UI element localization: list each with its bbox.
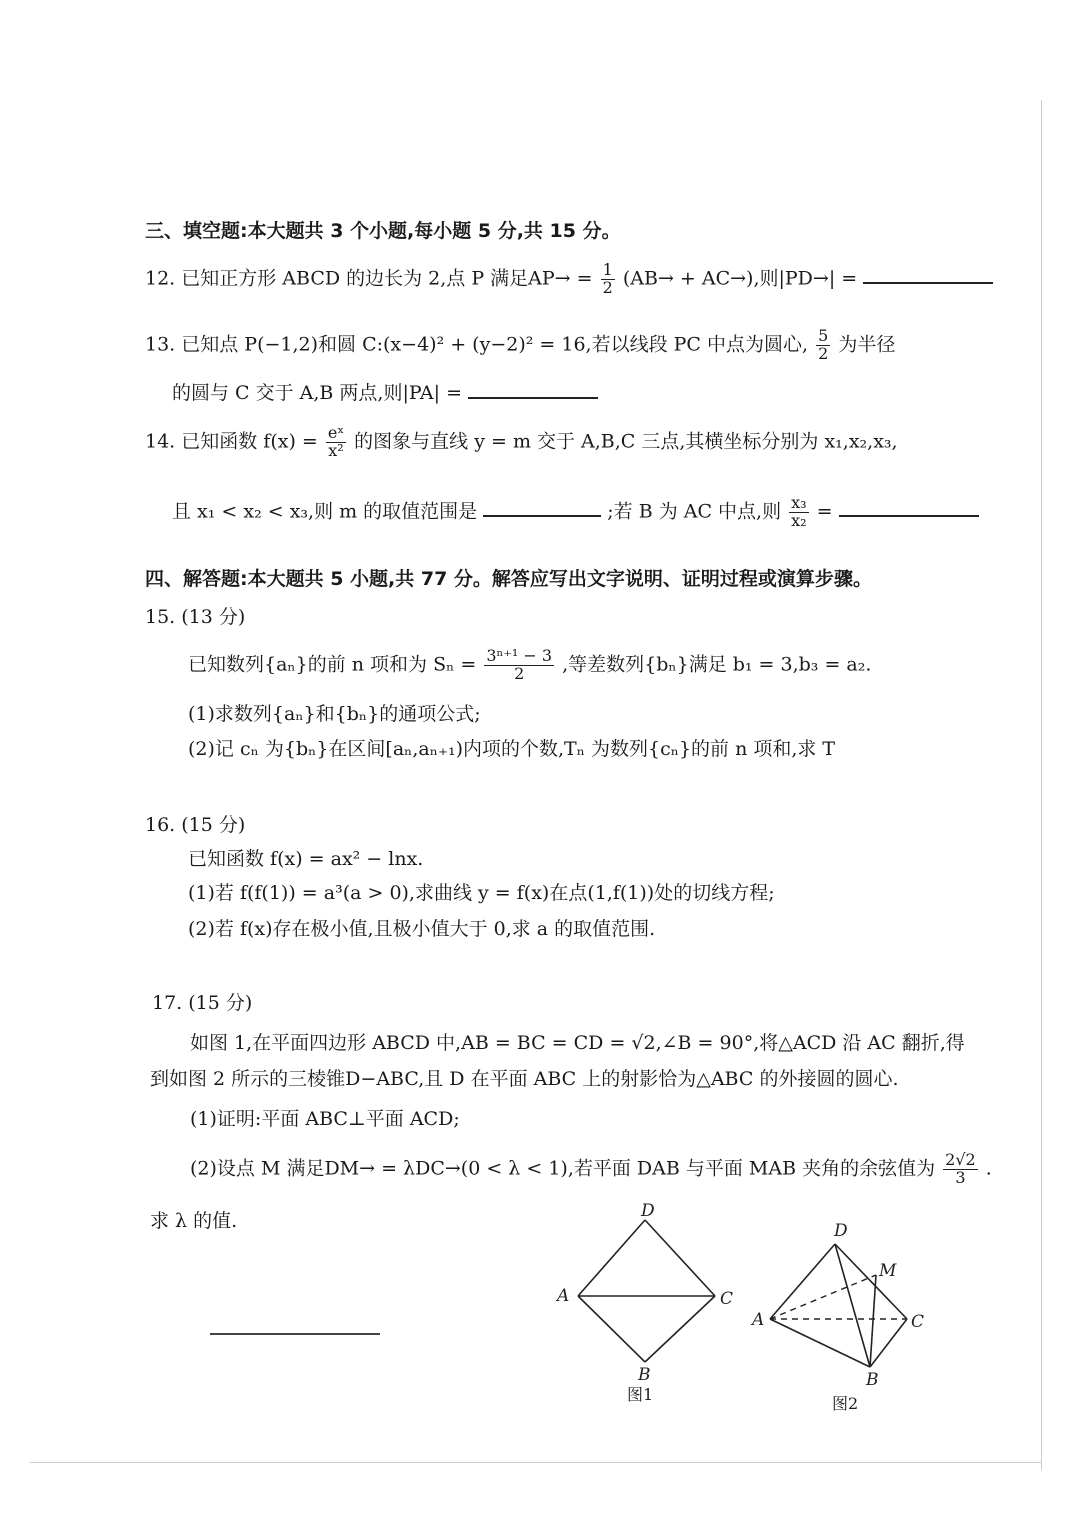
q17-title bbox=[152, 994, 252, 1013]
q15-part1 bbox=[188, 705, 481, 724]
section4-heading-text: 四、解答题:本大题共 5 小题,共 77 分。解答应写出文字说明、证明过程或演算步骤。 bbox=[145, 568, 872, 590]
q16-part1-text: (1)若 f(f(1)) = a³(a > 0),求曲线 y = f(x)在点(1,f(1))处的切线方程; bbox=[188, 882, 775, 904]
figure1-caption bbox=[627, 1387, 653, 1403]
q17-line1-text: 如图 1,在平面四边形 ABCD 中,AB = BC = CD = √2,∠B = 90°,将△ACD 沿 AC 翻折,得 bbox=[190, 1032, 965, 1054]
edge-DA bbox=[770, 1244, 835, 1319]
q14-frac-den: x² bbox=[328, 440, 344, 460]
fig2-label-M: M bbox=[879, 1261, 897, 1281]
q12-frac-num: 1 bbox=[602, 260, 613, 279]
q15-frac-num: 3ⁿ⁺¹ − 3 bbox=[486, 646, 553, 665]
section3-heading-text: 三、填空题:本大题共 3 个小题,每小题 5 分,共 15 分。 bbox=[145, 220, 621, 242]
edge-BC bbox=[870, 1319, 907, 1367]
q16-part1 bbox=[188, 884, 775, 903]
fig2-label-A: A bbox=[752, 1310, 765, 1330]
q17-last bbox=[150, 1212, 237, 1231]
q15-part1-text: (1)求数列{aₙ}和{bₙ}的通项公式; bbox=[188, 703, 481, 725]
q14-answer-blank-2 bbox=[839, 515, 979, 517]
q13-line2: 的圆与 C 交于 A,B 两点,则|PA| = bbox=[172, 382, 462, 404]
q17-line2-text: 到如图 2 所示的三棱锥D−ABC,且 D 在平面 ABC 上的射影恰为△ABC 的外接圆的圆心. bbox=[150, 1068, 899, 1090]
fig1-label-D: D bbox=[641, 1201, 655, 1221]
fig2-label-C: C bbox=[911, 1312, 925, 1332]
q15-title bbox=[145, 608, 245, 627]
q17-line1 bbox=[190, 1034, 965, 1053]
question-14-line2 bbox=[172, 495, 979, 530]
q15-line1-before: 已知数列{aₙ}的前 n 项和为 Sₙ = bbox=[188, 653, 477, 676]
question-12 bbox=[145, 262, 993, 297]
q17-title-text: 17. (15 分) bbox=[152, 992, 253, 1014]
q13-fraction bbox=[816, 328, 830, 363]
q15-part2-text: (2)记 cₙ 为{bₙ}在区间[aₙ,aₙ₊₁)内项的个数,Tₙ 为数列{cₙ}的前 n 项和,求 T bbox=[188, 738, 836, 760]
figure2-caption-text: 图2 bbox=[832, 1394, 859, 1413]
q14-answer-blank-1 bbox=[483, 515, 601, 517]
q12-frac-den: 2 bbox=[602, 277, 613, 297]
q14-fraction-2 bbox=[789, 495, 808, 530]
question-14-line1 bbox=[145, 425, 898, 460]
q13-frac-den: 2 bbox=[818, 343, 829, 363]
q15-line1 bbox=[188, 648, 871, 683]
section3-heading bbox=[145, 222, 621, 241]
q13-frac-num: 5 bbox=[818, 326, 829, 345]
fig1-label-A: A bbox=[557, 1286, 570, 1306]
q16-line1-text: 已知函数 f(x) = ax² − lnx. bbox=[188, 848, 424, 870]
q14-line2-before: 且 x₁ < x₂ < x₃,则 m 的取值范围是 bbox=[172, 500, 478, 523]
fig1-label-B: B bbox=[638, 1365, 651, 1385]
fig2-label-B: B bbox=[866, 1370, 879, 1390]
q17-frac-num: 2√2 bbox=[945, 1150, 976, 1169]
q12-text-before: 12. 已知正方形 ABCD 的边长为 2,点 P 满足AP→ = bbox=[145, 267, 599, 290]
q13-line1-before: 13. 已知点 P(−1,2)和圆 C:(x−4)² + (y−2)² = 16,若以线段 PC 中点为圆心, bbox=[145, 333, 809, 356]
edge-AM bbox=[770, 1275, 876, 1319]
q16-title bbox=[145, 816, 245, 835]
q15-part2 bbox=[188, 740, 835, 759]
q17-part2-after: . bbox=[985, 1157, 992, 1180]
q15-title-text: 15. (13 分) bbox=[145, 606, 246, 628]
edge-AB bbox=[578, 1296, 645, 1362]
q16-line1 bbox=[188, 850, 423, 869]
q17-part2-before: (2)设点 M 满足DM→ = λDC→(0 < λ < 1),若平面 DAB 与平面 MAB 夹角的余弦值为 bbox=[190, 1157, 936, 1180]
q14-line2-after: = bbox=[816, 500, 833, 523]
fig1-label-C: C bbox=[720, 1289, 734, 1309]
page-border-right bbox=[1041, 100, 1042, 1470]
q17-part1 bbox=[190, 1110, 460, 1129]
q14-frac2-num: x₃ bbox=[791, 493, 807, 512]
q14-fraction bbox=[326, 425, 346, 460]
q15-frac-den: 2 bbox=[514, 663, 525, 683]
edge-BC bbox=[645, 1296, 715, 1362]
question-13-line1 bbox=[145, 328, 895, 363]
q17-line2 bbox=[150, 1070, 899, 1089]
fig2-label-D: D bbox=[834, 1221, 848, 1241]
q16-title-text: 16. (15 分) bbox=[145, 814, 246, 836]
q17-part2 bbox=[190, 1152, 992, 1187]
q14-line2-mid: ;若 B 为 AC 中点,则 bbox=[607, 500, 782, 523]
q17-frac-den: 3 bbox=[955, 1167, 966, 1187]
q12-text-after: (AB→ + AC→),则|PD→| = bbox=[622, 267, 858, 290]
edge-AB bbox=[770, 1319, 870, 1367]
q12-answer-blank bbox=[863, 282, 993, 284]
page-border-bottom bbox=[30, 1462, 1042, 1463]
q15-line1-after: ,等差数列{bₙ}满足 b₁ = 3,b₃ = a₂. bbox=[562, 653, 872, 676]
stray-underline bbox=[210, 1333, 380, 1335]
q17-last-text: 求 λ 的值. bbox=[150, 1210, 238, 1232]
q13-line1-after: 为半径 bbox=[838, 333, 896, 356]
figure-2 bbox=[750, 1212, 940, 1392]
section4-heading bbox=[145, 570, 872, 589]
figure1-caption-text: 图1 bbox=[627, 1385, 654, 1404]
edge-MB bbox=[870, 1275, 876, 1367]
q14-frac2-den: x₂ bbox=[791, 510, 807, 530]
figure2-caption bbox=[832, 1396, 858, 1412]
edge-DA bbox=[578, 1220, 645, 1296]
q12-fraction bbox=[601, 262, 615, 297]
question-13-line2 bbox=[172, 384, 598, 403]
q14-line1-before: 14. 已知函数 f(x) = bbox=[145, 430, 318, 453]
q16-part2-text: (2)若 f(x)存在极小值,且极小值大于 0,求 a 的取值范围. bbox=[188, 918, 656, 940]
q14-line1-after: 的图象与直线 y = m 交于 A,B,C 三点,其横坐标分别为 x₁,x₂,x₃, bbox=[354, 430, 898, 453]
figure1-edges bbox=[578, 1220, 715, 1362]
q16-part2 bbox=[188, 920, 655, 939]
q13-answer-blank bbox=[468, 397, 598, 399]
figure-1 bbox=[550, 1200, 750, 1390]
edge-DC bbox=[645, 1220, 715, 1296]
q17-fraction bbox=[943, 1152, 978, 1187]
q14-frac-num: eˣ bbox=[327, 423, 345, 442]
q15-fraction bbox=[484, 648, 554, 683]
q17-part1-text: (1)证明:平面 ABC⊥平面 ACD; bbox=[190, 1108, 460, 1130]
